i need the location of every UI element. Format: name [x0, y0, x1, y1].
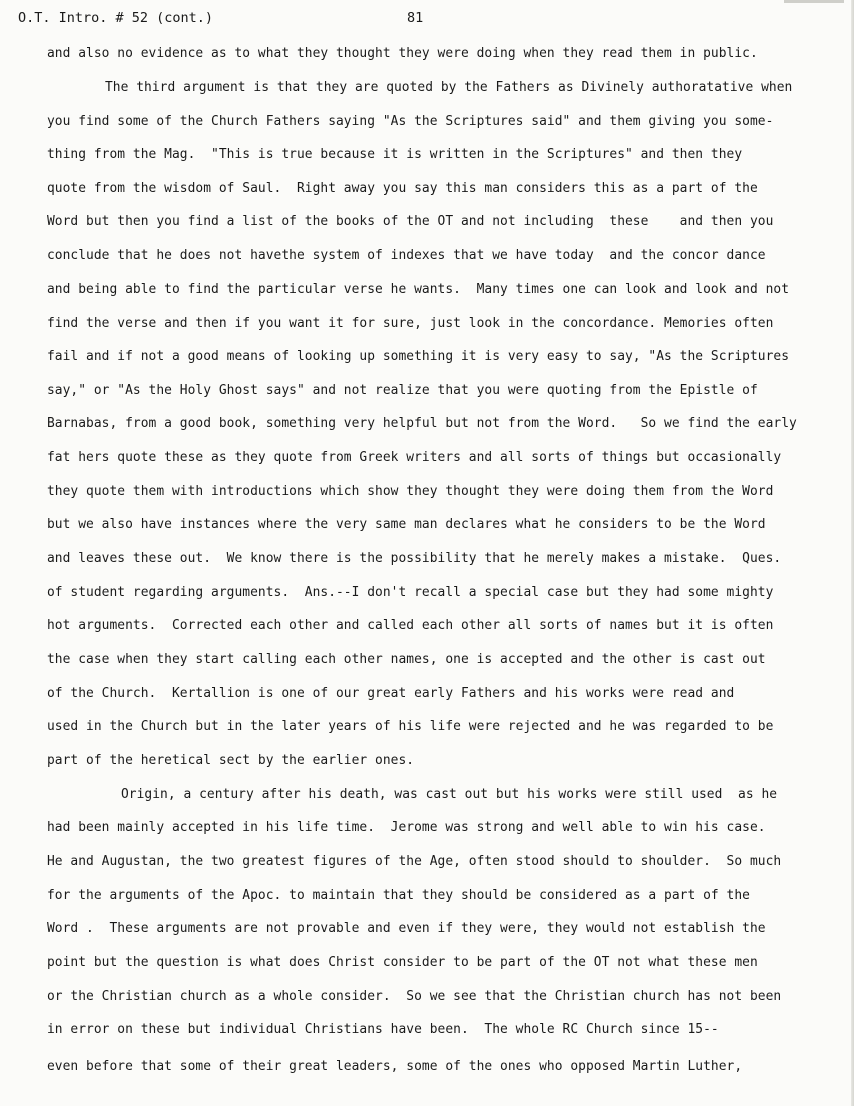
text-line: and being able to find the particular verse he wants. Many times one can look and look and not — [47, 282, 790, 297]
text-line: quote from the wisdom of Saul. Right away you say this man considers this as a part of the — [47, 181, 758, 196]
text-line: even before that some of their great leaders, some of the ones who opposed Martin Luther, — [47, 1059, 743, 1074]
text-line: and also no evidence as to what they thought they were doing when they read them in public. — [47, 46, 758, 61]
text-line: thing from the Mag. "This is true because it is written in the Scriptures" and then they — [47, 147, 743, 162]
text-line: Word . These arguments are not provable and even if they were, they would not establish the — [47, 921, 766, 936]
text-line: but we also have instances where the very same man declares what he considers to be the Word — [47, 517, 766, 532]
text-line: in error on these but individual Christians have been. The whole RC Church since 15-- — [47, 1022, 719, 1037]
page-number: 81 — [407, 10, 424, 26]
text-line: the case when they start calling each other names, one is accepted and the other is cast out — [47, 652, 766, 667]
page-header — [18, 10, 838, 34]
text-line: Barnabas, from a good book, something very helpful but not from the Word. So we find the early — [47, 416, 797, 431]
text-line: fail and if not a good means of looking up something it is very easy to say, "As the Scriptures — [47, 349, 790, 364]
text-line: part of the heretical sect by the earlier ones. — [47, 753, 415, 768]
text-line: used in the Church but in the later years of his life were rejected and he was regarded to be — [47, 719, 774, 734]
text-line: Origin, a century after his death, was cast out but his works were still used as he — [121, 787, 778, 802]
text-line: The third argument is that they are quoted by the Fathers as Divinely authoratative when — [105, 80, 793, 95]
text-line: and leaves these out. We know there is the possibility that he merely makes a mistake. Ques. — [47, 551, 782, 566]
text-line: of student regarding arguments. Ans.--I don't recall a special case but they had some mighty — [47, 585, 774, 600]
header-title: O.T. Intro. # 52 (cont.) — [18, 10, 214, 26]
text-line: they quote them with introductions which show they thought they were doing them from the Word — [47, 484, 774, 499]
scan-mark — [784, 0, 844, 3]
text-line: fat hers quote these as they quote from Greek writers and all sorts of things but occasionally — [47, 450, 782, 465]
text-line: of the Church. Kertallion is one of our great early Fathers and his works were read and — [47, 686, 735, 701]
text-line: Word but then you find a list of the books of the OT and not including these and then you — [47, 214, 774, 229]
text-line: or the Christian church as a whole consider. So we see that the Christian church has not been — [47, 989, 782, 1004]
text-line: point but the question is what does Christ consider to be part of the OT not what these men — [47, 955, 758, 970]
text-line: hot arguments. Corrected each other and called each other all sorts of names but it is often — [47, 618, 774, 633]
text-line: for the arguments of the Apoc. to maintain that they should be considered as a part of the — [47, 888, 750, 903]
text-line: He and Augustan, the two greatest figures of the Age, often stood should to shoulder. So much — [47, 854, 782, 869]
text-line: conclude that he does not havethe system of indexes that we have today and the concor dance — [47, 248, 766, 263]
text-line: find the verse and then if you want it for sure, just look in the concordance. Memories often — [47, 316, 774, 331]
text-line: had been mainly accepted in his life time. Jerome was strong and well able to win his case. — [47, 820, 766, 835]
text-line: you find some of the Church Fathers saying "As the Scriptures said" and them giving you some- — [47, 114, 774, 129]
text-line: say," or "As the Holy Ghost says" and not realize that you were quoting from the Epistle of — [47, 383, 758, 398]
